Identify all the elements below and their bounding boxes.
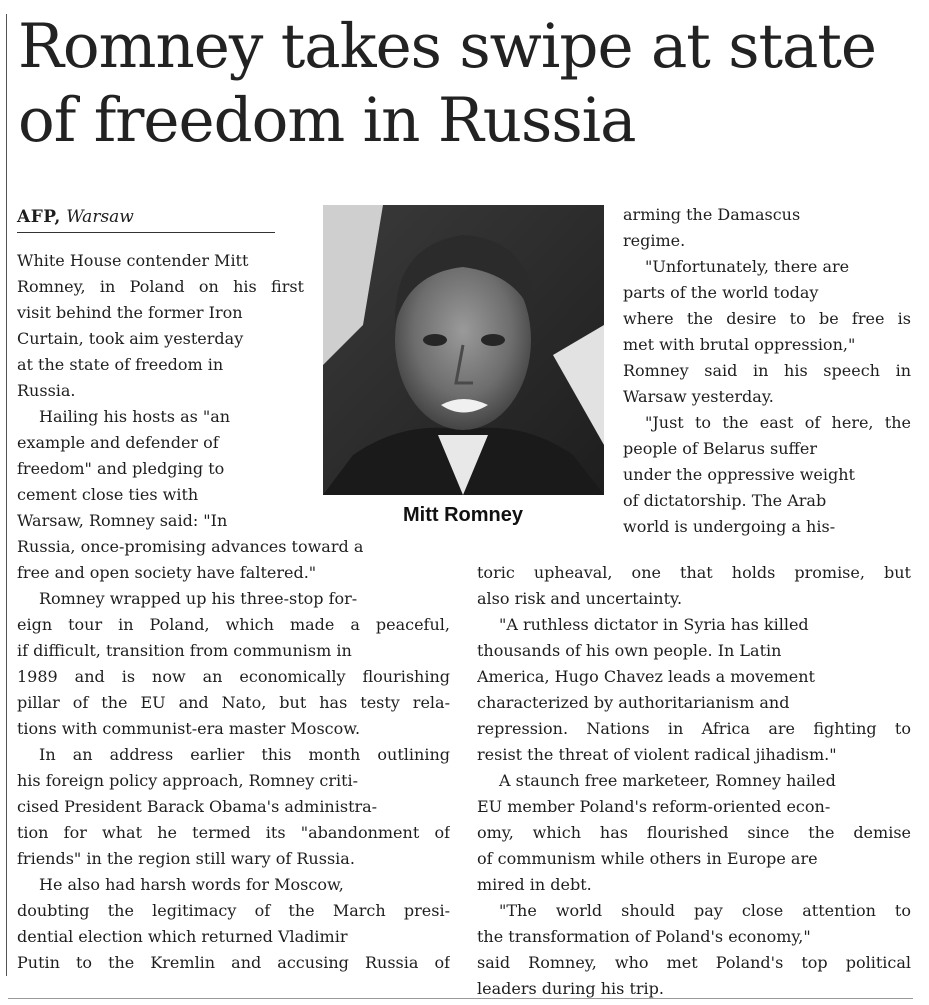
article-line: regime. (623, 231, 686, 250)
article-line: cised President Barack Obama's administra- (17, 797, 378, 816)
article-line: resist the threat of violent radical jihadism." (477, 745, 837, 764)
article-line: under the oppressive weight (623, 465, 855, 484)
article-line: friends" in the region still wary of Russia. (17, 849, 355, 868)
article-line: America, Hugo Chavez leads a movement (477, 667, 815, 686)
article-line: also risk and uncertainty. (477, 589, 683, 608)
article-line: at the state of freedom in (17, 355, 224, 374)
article-line: Romney, in Poland on his first (17, 277, 304, 296)
article-column-right-top (623, 205, 911, 543)
article-line: people of Belarus suffer (623, 439, 818, 458)
article-line: world is undergoing a his- (623, 517, 836, 536)
byline-agency: AFP, (17, 207, 61, 227)
article-line: tion for what he termed its "abandonment of (17, 823, 450, 842)
article-line: eign tour in Poland, which made a peaceful, (17, 615, 450, 634)
article-line: freedom" and pledging to (17, 459, 225, 478)
article-line: met with brutal oppression," (623, 335, 856, 354)
article-line: cement close ties with (17, 485, 199, 504)
article-line: parts of the world today (623, 283, 819, 302)
article-line: White House contender Mitt (17, 251, 249, 270)
portrait-image (323, 205, 604, 495)
article-line: if difficult, transition from communism in (17, 641, 352, 660)
article-line: pillar of the EU and Nato, but has testy rela- (17, 693, 450, 712)
headline-line-1: Romney takes swipe at state (18, 11, 877, 82)
article-line: mired in debt. (477, 875, 592, 894)
headline (18, 10, 918, 158)
article-line: Romney said in his speech in (623, 361, 911, 380)
article-line: Russia, once-promising advances toward a (17, 537, 364, 556)
article-line: of dictatorship. The Arab (623, 491, 827, 510)
article-line: dential election which returned Vladimir (17, 927, 348, 946)
byline (17, 207, 275, 233)
article-line: said Romney, who met Poland's top political (477, 953, 911, 972)
article-line: "Just to the east of here, the (645, 413, 911, 432)
article-line: 1989 and is now an economically flourishing (17, 667, 450, 686)
article-line: repression. Nations in Africa are fighting to (477, 719, 911, 738)
mitt-romney-photo (323, 205, 604, 495)
article-line: Warsaw, Romney said: "In (17, 511, 228, 530)
article-line: EU member Poland's reform-oriented econ- (477, 797, 831, 816)
photo-caption: Mitt Romney (403, 504, 523, 526)
article-line: Warsaw yesterday. (623, 387, 774, 406)
byline-place: Warsaw (66, 207, 134, 227)
article-line: tions with communist-era master Moscow. (17, 719, 361, 738)
article-line: free and open society have faltered." (17, 563, 317, 582)
article-line: his foreign policy approach, Romney criti- (17, 771, 359, 790)
article-column-left-top (17, 251, 304, 537)
article-line: Curtain, took aim yesterday (17, 329, 244, 348)
article-line: where the desire to be free is (623, 309, 911, 328)
article-line: doubting the legitimacy of the March presi- (17, 901, 450, 920)
article-line: thousands of his own people. In Latin (477, 641, 782, 660)
article-line: of communism while others in Europe are (477, 849, 818, 868)
article-line: visit behind the former Iron (17, 303, 243, 322)
article-line: Hailing his hosts as "an (39, 407, 231, 426)
article-line: Putin to the Kremlin and accusing Russia of (17, 953, 450, 972)
article-line: characterized by authoritarianism and (477, 693, 790, 712)
left-column-rule (6, 14, 7, 976)
article-line: toric upheaval, one that holds promise, but (477, 563, 911, 582)
article-line: Romney wrapped up his three-stop for- (39, 589, 358, 608)
article-line: arming the Damascus (623, 205, 801, 224)
article-line: A staunch free marketeer, Romney hailed (499, 771, 836, 790)
article-line: the transformation of Poland's economy," (477, 927, 811, 946)
article-line: example and defender of (17, 433, 219, 452)
headline-line-2: of freedom in Russia (18, 85, 636, 156)
article-column-right-bottom (477, 563, 911, 1005)
article-line: He also had harsh words for Moscow, (39, 875, 344, 894)
article-line: Russia. (17, 381, 76, 400)
article-line: In an address earlier this month outlining (39, 745, 450, 764)
article-line: leaders during his trip. (477, 979, 664, 998)
article-line: "The world should pay close attention to (499, 901, 911, 920)
article-line: omy, which has flourished since the demise (477, 823, 911, 842)
article-line: "Unfortunately, there are (645, 257, 850, 276)
article-column-left-bottom (17, 537, 450, 979)
bottom-rule (8, 998, 913, 999)
article-line: "A ruthless dictator in Syria has killed (499, 615, 809, 634)
